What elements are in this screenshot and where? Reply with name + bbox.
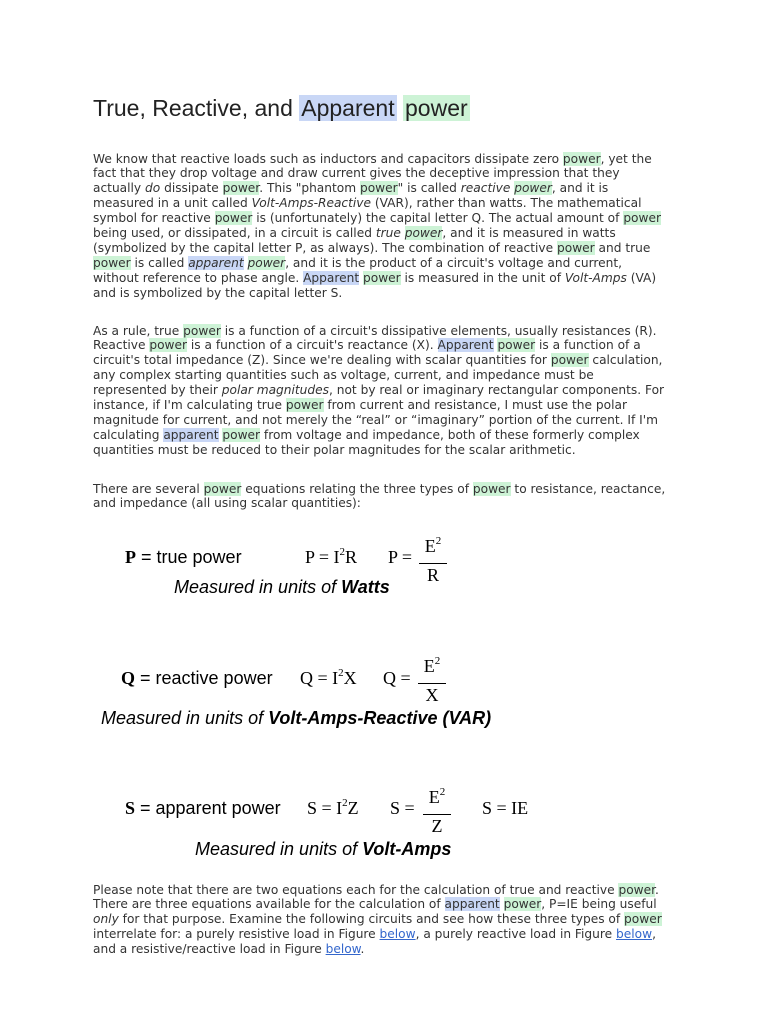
text-run: is a function of a circuit's reactance (X). — [187, 338, 438, 353]
text-run: for that purpose. Examine the following circuits and see how these three types of — [118, 912, 625, 927]
power-highlight: power — [222, 427, 261, 442]
equation-symbol: S — [125, 798, 136, 818]
text-run: and true — [594, 240, 651, 255]
text-run: to resistance, reactance, — [510, 481, 666, 496]
text-line — [93, 482, 665, 497]
text-line — [93, 496, 665, 511]
figure-below-link[interactable]: below — [616, 927, 653, 942]
numerator-base: E — [423, 656, 435, 676]
text-run: and impedance (all using scalar quantities): — [93, 496, 361, 511]
equation-definition — [125, 547, 242, 569]
text-run: As a rule, true — [93, 323, 184, 338]
paragraph — [93, 883, 662, 957]
text-run: There are several — [93, 481, 204, 496]
text-run: represented by their — [93, 383, 222, 398]
numerator-exponent: 2 — [434, 655, 441, 667]
formula-lhs: Q = I — [300, 668, 339, 688]
units-prefix: Measured in units of — [101, 708, 269, 728]
apparent-highlight: apparent — [163, 427, 219, 442]
text-run: . This "phantom — [259, 181, 360, 196]
text-run: , yet the — [600, 151, 652, 166]
text-run: fact that they drop voltage and draw current gives the deceptive impression that they — [93, 166, 620, 181]
emphasis-text: Volt-Amps — [564, 270, 627, 285]
figure-below-link[interactable]: below — [325, 942, 361, 957]
units-value: Volt-Amps-Reactive (VAR) — [268, 708, 492, 728]
text-run: (VA) — [626, 270, 657, 285]
text-run: quantities must be reduced to their polar magnitudes for the scalar arithmetic. — [93, 442, 576, 457]
power-highlight: power — [404, 225, 443, 240]
text-line — [93, 413, 664, 428]
numerator-base: E — [428, 787, 440, 807]
equation-definition-text: = true power — [136, 547, 242, 567]
units-label — [174, 577, 390, 597]
text-run: , and it is measured in watts — [442, 225, 616, 240]
units-value: Watts — [341, 577, 390, 597]
emphasis-text — [244, 256, 248, 270]
text-run: , and it is — [551, 181, 609, 196]
text-run: is (unfortunately) the capital letter Q. The actual amount of — [252, 211, 624, 226]
text-line — [93, 897, 662, 912]
text-run: calculating — [93, 427, 164, 442]
text-line — [93, 912, 662, 927]
text-run: There are three equations available for the calculation of — [93, 897, 445, 912]
paragraph — [93, 482, 665, 512]
apparent-highlight: Apparent — [301, 95, 395, 121]
power-highlight: power — [550, 353, 589, 368]
text-run: from voltage and impedance, both of these formerly complex — [260, 427, 640, 442]
text-line — [93, 152, 661, 167]
fraction — [418, 656, 446, 705]
page-title — [93, 95, 470, 122]
equation-definition — [121, 668, 273, 690]
units-prefix: Measured in units of — [174, 577, 342, 597]
text-run: and a resistive/reactive load in Figure — [93, 942, 326, 957]
equation-definition-text: = reactive power — [135, 668, 273, 688]
power-highlight: power — [359, 181, 398, 196]
text-run: instance, if I'm calculating true — [93, 397, 286, 412]
apparent-highlight: apparent — [444, 897, 500, 912]
fraction-equation-lhs: S = — [390, 798, 415, 818]
numerator-exponent: 2 — [435, 535, 442, 547]
power-highlight: power — [472, 481, 511, 496]
text-run: Please note that there are two equations each for the calculation of true and reactive — [93, 882, 619, 897]
text-run: measured in a unit called — [93, 196, 252, 211]
apparent-highlight: apparent — [188, 255, 244, 270]
formula-lhs: S = I — [307, 798, 343, 818]
text-line — [93, 443, 664, 458]
fraction-numerator — [425, 536, 442, 563]
power-highlight: power — [562, 151, 601, 166]
text-run — [500, 897, 504, 911]
fraction — [419, 536, 447, 585]
numerator-base: E — [424, 536, 436, 556]
figure-below-link[interactable]: below — [379, 927, 416, 942]
formula-rhs: R — [345, 547, 358, 567]
power-highlight: power — [623, 211, 661, 226]
fraction — [423, 787, 451, 836]
power-highlight: power — [557, 240, 595, 255]
text-line — [93, 181, 661, 196]
text-line — [93, 271, 661, 286]
emphasis-text: polar magnitudes — [221, 383, 329, 398]
text-run: from current and resistance, I must use the polar — [323, 397, 627, 412]
equation-formula — [307, 798, 359, 821]
paragraph — [93, 324, 664, 458]
fraction-equation-lhs: P = — [388, 547, 412, 567]
text-run: True, Reactive, and — [93, 95, 300, 121]
text-run: is measured in the unit of — [400, 270, 565, 285]
text-run: interrelate for: a purely resistive load in Figure — [93, 927, 380, 942]
power-highlight: power — [285, 397, 324, 412]
fraction-equation-lhs: Q = — [383, 668, 411, 688]
formula-rhs: Z — [347, 798, 359, 818]
power-highlight: power — [247, 255, 286, 270]
equation-formula — [300, 668, 357, 691]
numerator-exponent: 2 — [439, 786, 446, 798]
text-run: Reactive — [93, 338, 150, 353]
text-run: , and it is the product of a circuit's voltage and current, — [285, 255, 623, 270]
text-run: is called — [130, 255, 189, 270]
formula-rhs: X — [343, 668, 357, 688]
text-run: any complex starting quantities such as voltage, current, and impedance must be — [93, 368, 594, 383]
text-run: " is called — [397, 181, 461, 196]
power-highlight: power — [514, 181, 552, 196]
formula-exponent: 2 — [342, 797, 348, 809]
power-highlight: power — [618, 882, 656, 897]
power-highlight: power — [214, 211, 253, 226]
power-highlight: power — [363, 270, 401, 285]
text-line — [93, 883, 662, 898]
fraction-denominator: Z — [431, 816, 443, 836]
formula-exponent: 2 — [338, 667, 344, 679]
power-highlight: power — [93, 255, 131, 270]
power-highlight: power — [149, 338, 188, 353]
text-line — [93, 942, 662, 957]
power-highlight: power — [503, 897, 542, 912]
emphasis-text: reactive — [460, 181, 515, 196]
text-line — [93, 338, 664, 353]
text-run: is a function of a circuit's dissipative elements, usually resistances (R). — [220, 323, 657, 338]
text-line — [93, 166, 661, 181]
apparent-highlight: Apparent — [437, 338, 494, 353]
power-highlight: power — [183, 323, 221, 338]
text-run: , — [652, 927, 656, 942]
power-highlight: power — [405, 95, 468, 121]
fraction-denominator: R — [426, 565, 439, 585]
emphasis-text: true — [375, 225, 405, 240]
units-label — [101, 708, 491, 728]
emphasis-text: Volt-Amps-Reactive — [251, 196, 371, 211]
text-run: (symbolized by the capital letter P, as always). The combination of reactive — [93, 240, 558, 255]
paragraph — [93, 152, 661, 301]
text-run: actually — [93, 181, 145, 196]
units-label — [195, 839, 451, 859]
text-run: calculation, — [588, 353, 663, 368]
units-value: Volt-Amps — [362, 839, 452, 859]
text-run: is a function of a — [535, 338, 641, 353]
text-run: , not by real or imaginary rectangular components. For — [329, 383, 665, 398]
text-line — [93, 256, 661, 271]
apparent-highlight: Apparent — [303, 270, 360, 285]
text-run: dissipate — [160, 181, 223, 196]
formula-exponent: 2 — [339, 546, 345, 558]
text-line — [93, 226, 661, 241]
emphasis-text: do — [145, 181, 161, 196]
text-line — [93, 398, 664, 413]
text-line — [93, 286, 661, 301]
text-run: We know that reactive loads such as inductors and capacitors dissipate zero — [93, 151, 563, 166]
power-highlight: power — [497, 338, 536, 353]
text-run: circuit's total impedance (Z). Since we're dealing with scalar quantities for — [93, 353, 551, 368]
power-highlight: power — [222, 181, 260, 196]
text-run: , a purely reactive load in Figure — [415, 927, 617, 942]
equation-symbol: P — [125, 547, 136, 567]
power-highlight: power — [203, 481, 242, 496]
text-run: , P=IE being useful — [541, 897, 657, 912]
text-line — [93, 368, 664, 383]
text-run: . — [360, 942, 365, 957]
text-run: equations relating the three types of — [241, 481, 473, 496]
text-run: symbol for reactive — [93, 211, 215, 226]
equation-symbol: Q — [121, 668, 136, 688]
text-line — [93, 211, 661, 226]
text-run: . — [655, 882, 659, 897]
text-run: (VAR), rather than watts. The mathematical — [371, 196, 642, 211]
text-line — [93, 324, 664, 339]
text-run: without reference to phase angle. — [93, 270, 304, 285]
text-line — [93, 927, 662, 942]
fraction-numerator — [429, 787, 446, 814]
equation-definition — [125, 798, 281, 820]
text-run: being used, or dissipated, in a circuit is called — [93, 225, 376, 240]
text-line — [93, 383, 664, 398]
equation-formula-extra: S = IE — [482, 798, 529, 818]
equation-definition-text: = apparent power — [135, 798, 281, 818]
equation-formula — [305, 547, 357, 570]
formula-lhs: P = I — [305, 547, 340, 567]
text-line — [93, 241, 661, 256]
text-line — [93, 428, 664, 443]
text-line — [93, 353, 664, 368]
text-run: magnitude for current, and not merely the “real” or “imaginary” portion of the current. If I'm — [93, 412, 658, 427]
text-run: and is symbolized by the capital letter S. — [93, 285, 343, 300]
fraction-numerator — [424, 656, 441, 683]
emphasis-text: only — [93, 912, 119, 927]
power-highlight: power — [624, 912, 662, 927]
units-prefix: Measured in units of — [195, 839, 363, 859]
fraction-denominator: X — [425, 685, 439, 705]
text-line — [93, 196, 661, 211]
